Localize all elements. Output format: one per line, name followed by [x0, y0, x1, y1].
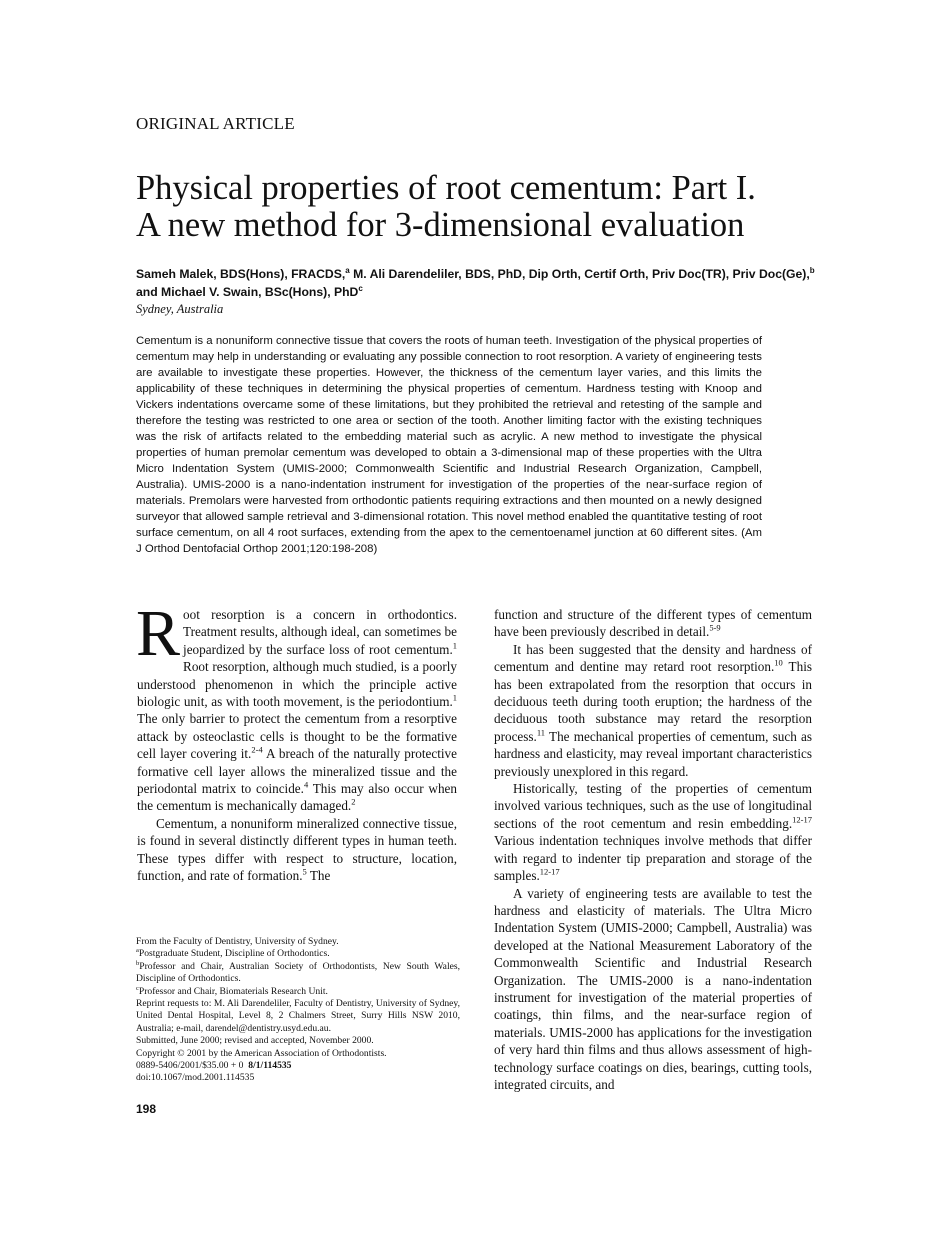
citation-ref: 1	[452, 692, 457, 703]
citation-ref: 2-4	[251, 744, 263, 755]
citation-ref: 5	[302, 866, 307, 877]
section-label: ORIGINAL ARTICLE	[136, 114, 295, 133]
body-text: function and structure of the different types of cementum have been previously described in detail.	[494, 607, 812, 640]
citation-ref: 4	[303, 779, 309, 790]
body-paragraph	[494, 780, 812, 884]
author-2-affiliation-mark: b	[809, 265, 815, 275]
body-paragraph	[136, 597, 457, 815]
body-text: Various indentation techniques involve methods that differ with regard to indenter tip preparation and storage of the samples.	[494, 833, 812, 884]
author-1-affiliation-mark: a	[345, 265, 350, 275]
body-text: The	[306, 868, 331, 884]
body-paragraph	[494, 641, 812, 780]
body-text: oot resorption is a concern in orthodontics. Treatment results, although ideal, can sometimes be jeopardized by the surface loss of root cementum.	[183, 607, 457, 657]
footnote-c	[136, 986, 460, 998]
author-location: Sydney, Australia	[136, 302, 224, 316]
body-text: The mechanical properties of cementum, such as hardness and elasticity, may reveal important characteristics previously unexplored in this regard.	[494, 728, 812, 779]
footnote-text: Professor and Chair, Biomaterials Research Unit.	[138, 985, 328, 997]
footnote-a	[136, 948, 460, 960]
body-text: This may also occur when the cementum is mechanically damaged.	[137, 781, 457, 814]
author-3: and Michael V. Swain, BSc(Hons), PhD	[136, 284, 359, 299]
footnote-reprint: Reprint requests to: M. Ali Darendeliler, Faculty of Dentistry, University of Sydney, United Dental Hospital, Level 8, 2 Chalmers Street, Surry Hills NSW 2010, Australia; e-mail, darendel@dentistry.usyd.edu.au.	[136, 998, 460, 1034]
body-text: Cementum, a nonuniform mineralized connective tissue, is found in several distinctly different types in human teeth. These types differ with respect to structure, location, function, and rate of formation.	[137, 815, 457, 884]
title-line-1: Physical properties of root cementum: Part I.	[136, 169, 756, 207]
article-title	[136, 170, 856, 244]
author-1: Sameh Malek, BDS(Hons), FRACDS,	[136, 267, 346, 281]
citation-ref: 11	[536, 727, 546, 738]
issn-code: 8/1/114535	[248, 1060, 292, 1072]
citation-ref: 5-9	[709, 623, 721, 634]
body-column-right	[494, 606, 812, 1093]
footnote-text: Postgraduate Student, Discipline of Orthodontics.	[138, 948, 330, 960]
body-paragraph	[494, 885, 812, 1094]
footnote-issn	[136, 1060, 460, 1072]
footnotes	[136, 936, 460, 1085]
body-text: This has been extrapolated from the resorption that occurs in deciduous teeth during tooth eruption; the hardness of the deciduous tooth substance may retard the resorption process.	[494, 659, 812, 744]
body-column-left	[136, 597, 457, 885]
title-line-2: A new method for 3-dimensional evaluation	[136, 206, 745, 244]
issn-text: 0889-5406/2001/$35.00 + 0	[136, 1060, 249, 1072]
body-text: A variety of engineering tests are available to test the hardness and elasticity of materials. The Ultra Micro Indentation System (UMIS-2000; Campbell, Australia) was developed at the National Measurement Laboratory of the Commonwealth Scientific and Industrial Research Organization. The UMIS-2000 is a nano-indentation instrument for investigation of the material properties of coatings, thin films, and the near-surface region of materials. UMIS-2000 has applications for the investigation of very hard thin films and thus allows assessment of high-technology surface coatings on dies, bearings, cutting tools, integrated circuits, and	[494, 885, 812, 1092]
footnote-doi: doi:10.1067/mod.2001.114535	[136, 1072, 255, 1084]
footnote-submitted: Submitted, June 2000; revised and accepted, November 2000.	[136, 1035, 374, 1047]
footnote-copyright: Copyright © 2001 by the American Association of Orthodontists.	[136, 1047, 387, 1059]
body-text: Root resorption, although much studied, is a poorly understood phenomenon in which the principle active biologic unit, as with tooth movement, is the periodontium.	[137, 659, 457, 710]
page-number: 198	[136, 1102, 157, 1116]
body-paragraph	[137, 815, 457, 885]
body-text: It has been suggested that the density and hardness of cementum and dentine may retard root resorption.	[494, 641, 812, 675]
author-2: M. Ali Darendeliler, BDS, PhD, Dip Orth, Certif Orth, Priv Doc(TR), Priv Doc(Ge),	[349, 267, 810, 281]
footnote-affiliation: From the Faculty of Dentistry, University of Sydney.	[136, 936, 339, 947]
drop-cap: R	[136, 597, 181, 670]
footnote-mark: c	[136, 984, 139, 992]
body-text: The only barrier to protect the cementum from a resorptive attack by osteoclastic cells is thought to be the formative cell layer covering it.	[137, 711, 457, 762]
abstract: Cementum is a nonuniform connective tissue that covers the roots of human teeth. Investigation of the physical properties of cementum may help in understanding or evaluating any possible connection to root resorption. A variety of engineering tests are available to investigate these properties. However, the thickness of the cementum layer varies, and this limits the applicability of these techniques in determining the physical properties of cementum. Hardness testing with Knoop and Vickers indentations overcame some of these limitations, but they prohibited the retrieval and retesting of the sample and therefore the testing was restricted to one area or section of the tooth. Another limiting factor with the existing techniques was the risk of artifacts related to the embedding material such as acrylic. A new method to investigate the physical properties of human premolar cementum was developed to obtain a 3-dimensional map of these properties with the Ultra Micro Indentation System (UMIS-2000; Commonwealth Scientific and Industrial Research Organization, Campbell, Australia). UMIS-2000 is a nano-indentation instrument for investigation of the properties of the near-surface region of materials. Premolars were harvested from orthodontic patients requiring extractions and then mounted on a newly designed surveyor that allowed sample retrieval and 3-dimensional rotation. This novel method enabled the quantitative testing of root surface cementum, on all 4 root surfaces, extending from the apex to the cementoenamel junction at 60 different sites. (Am J Orthod Dentofacial Orthop 2001;120:198-208)	[136, 335, 762, 555]
body-text: A breach of the naturally protective formative cell layer allows the mineralized tissue and the periodontal matrix to coincide.	[137, 746, 457, 797]
footnote-text: Professor and Chair, Australian Society of Orthodontists, New South Wales, Discipline of Orthodontics.	[136, 960, 460, 985]
footnote-b	[136, 961, 460, 986]
footnote-mark: b	[136, 959, 140, 967]
citation-ref: 12-17	[792, 814, 812, 825]
citation-ref: 1	[452, 640, 457, 651]
body-text: Historically, testing of the properties of cementum involved various techniques, such as the use of longitudinal sections of the root cementum and resin embedding.	[494, 781, 812, 831]
citation-ref: 12-17	[539, 866, 560, 877]
body-paragraph	[494, 606, 812, 641]
author-list	[136, 266, 816, 301]
citation-ref: 10	[774, 657, 783, 668]
author-3-affiliation-mark: c	[358, 283, 363, 293]
citation-ref: 2	[351, 797, 356, 808]
footnote-mark: a	[136, 947, 139, 955]
